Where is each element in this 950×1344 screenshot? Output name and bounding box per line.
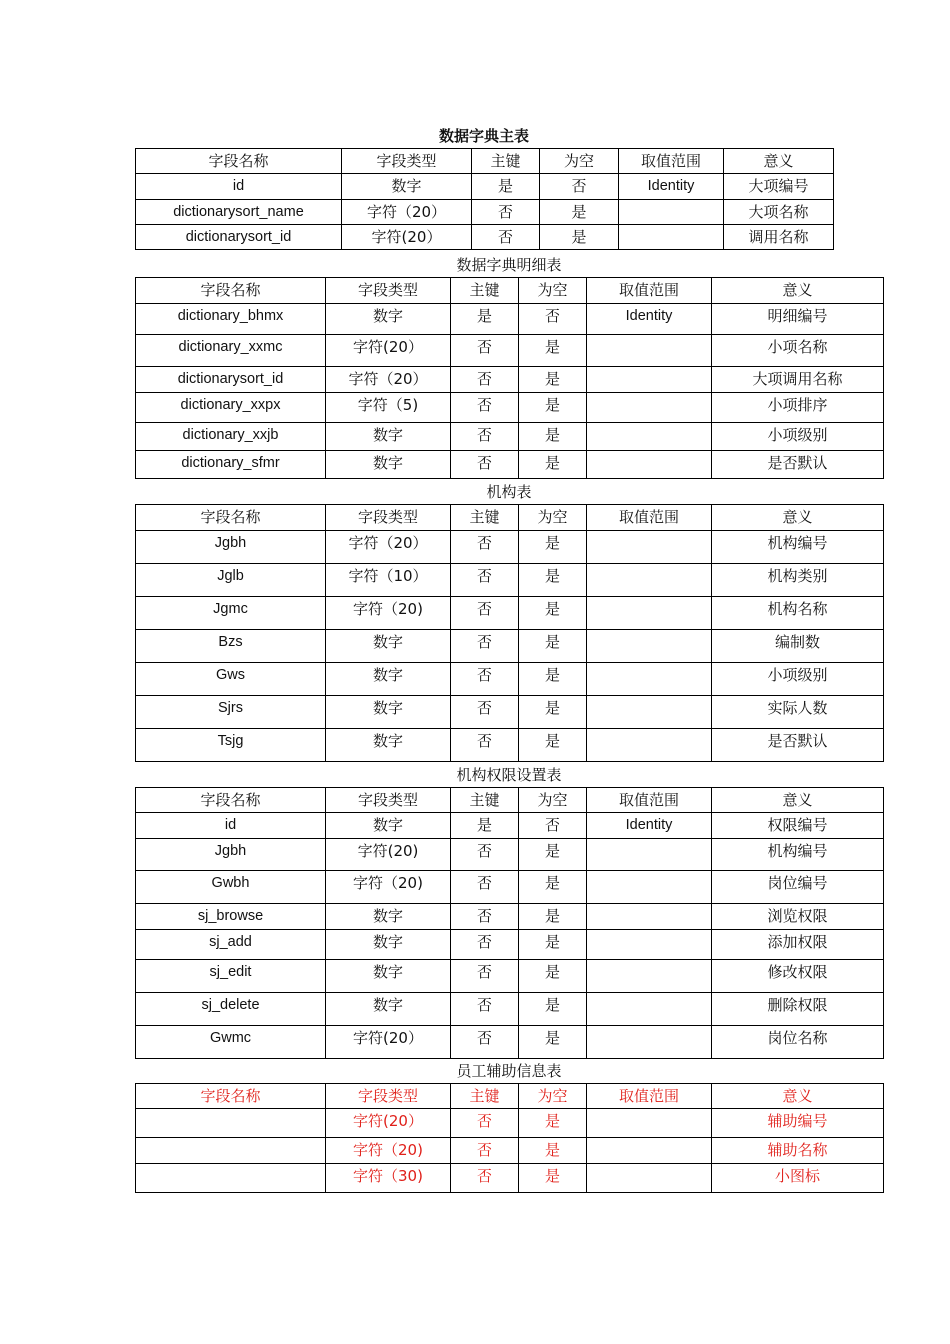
table-cell: dictionarysort_id bbox=[136, 367, 326, 393]
table-cell: 机构编号 bbox=[712, 839, 884, 871]
table-cell: 是 bbox=[519, 564, 587, 597]
table-cell: 字符(20） bbox=[326, 335, 451, 367]
header-cell: 字段类型 bbox=[326, 788, 451, 813]
table-block-5 bbox=[135, 1061, 883, 1193]
table-cell: 小图标 bbox=[712, 1164, 884, 1193]
table-cell: 字符(20） bbox=[326, 1109, 451, 1138]
header-cell: 主键 bbox=[451, 505, 519, 531]
table-row bbox=[136, 200, 834, 225]
table-cell: 是否默认 bbox=[712, 451, 884, 479]
table-cell: 岗位编号 bbox=[712, 871, 884, 904]
table-cell: 编制数 bbox=[712, 630, 884, 663]
header-cell: 为空 bbox=[540, 149, 619, 174]
header-cell: 字段类型 bbox=[342, 149, 472, 174]
header-cell: 字段类型 bbox=[326, 278, 451, 304]
table-cell: 字符(20) bbox=[326, 839, 451, 871]
table-cell: 否 bbox=[451, 1138, 519, 1164]
table-cell: 是 bbox=[519, 904, 587, 930]
table-row bbox=[136, 451, 884, 479]
table-cell: Jgbh bbox=[136, 531, 326, 564]
table-cell bbox=[587, 839, 712, 871]
header-cell: 字段类型 bbox=[326, 1084, 451, 1109]
table-cell: 是 bbox=[519, 630, 587, 663]
table-cell: dictionary_xxmc bbox=[136, 335, 326, 367]
table-cell: 否 bbox=[451, 993, 519, 1026]
table-cell bbox=[619, 200, 724, 225]
table-row bbox=[136, 174, 834, 200]
header-cell: 意义 bbox=[712, 788, 884, 813]
table-row bbox=[136, 630, 884, 663]
header-cell: 字段名称 bbox=[136, 788, 326, 813]
table-cell: 是否默认 bbox=[712, 729, 884, 762]
table-cell bbox=[136, 1164, 326, 1193]
table-row bbox=[136, 871, 884, 904]
header-cell: 字段名称 bbox=[136, 278, 326, 304]
table-block-1 bbox=[135, 126, 833, 250]
header-cell: 为空 bbox=[519, 505, 587, 531]
table-title: 数据字典主表 bbox=[438, 127, 529, 145]
header-cell: 主键 bbox=[451, 788, 519, 813]
table-cell bbox=[587, 729, 712, 762]
header-cell: 主键 bbox=[451, 278, 519, 304]
table-row bbox=[136, 335, 884, 367]
table-cell: 数字 bbox=[326, 993, 451, 1026]
table-cell: 字符（20） bbox=[326, 367, 451, 393]
table-cell: 否 bbox=[451, 423, 519, 451]
table-header-row bbox=[136, 1084, 884, 1109]
table-cell bbox=[587, 1026, 712, 1059]
table-cell: 删除权限 bbox=[712, 993, 884, 1026]
table-cell: id bbox=[136, 174, 342, 200]
table-header-row bbox=[136, 149, 834, 174]
header-cell: 取值范围 bbox=[587, 505, 712, 531]
table-cell bbox=[587, 930, 712, 960]
table-cell: Bzs bbox=[136, 630, 326, 663]
table-cell: 大项名称 bbox=[724, 200, 834, 225]
table-cell: sj_add bbox=[136, 930, 326, 960]
table-cell: 是 bbox=[451, 304, 519, 335]
table-cell: 调用名称 bbox=[724, 225, 834, 250]
table-cell: 是 bbox=[519, 393, 587, 423]
table-cell: 是 bbox=[519, 335, 587, 367]
table-cell: 是 bbox=[519, 839, 587, 871]
table-cell: Gwmc bbox=[136, 1026, 326, 1059]
table-cell: dictionarysort_id bbox=[136, 225, 342, 250]
table-cell: 数字 bbox=[326, 663, 451, 696]
table-header-row bbox=[136, 505, 884, 531]
table-cell: 修改权限 bbox=[712, 960, 884, 993]
table-cell: 否 bbox=[451, 1026, 519, 1059]
table-cell: dictionarysort_name bbox=[136, 200, 342, 225]
header-cell: 取值范围 bbox=[587, 1084, 712, 1109]
table-row bbox=[136, 531, 884, 564]
table-cell: 字符（5) bbox=[326, 393, 451, 423]
table-row bbox=[136, 564, 884, 597]
table-cell: 是 bbox=[519, 930, 587, 960]
table-cell: 是 bbox=[519, 1109, 587, 1138]
table-row bbox=[136, 696, 884, 729]
table-cell: 数字 bbox=[326, 904, 451, 930]
table-cell: 辅助名称 bbox=[712, 1138, 884, 1164]
table-cell: 否 bbox=[451, 839, 519, 871]
table-cell: dictionary_sfmr bbox=[136, 451, 326, 479]
header-cell: 意义 bbox=[724, 149, 834, 174]
table-cell: 否 bbox=[451, 663, 519, 696]
table-cell bbox=[587, 630, 712, 663]
table-cell: 是 bbox=[519, 531, 587, 564]
table-header-row bbox=[136, 788, 884, 813]
table-cell: 数字 bbox=[326, 630, 451, 663]
table-cell: 是 bbox=[519, 451, 587, 479]
table-cell: 数字 bbox=[326, 423, 451, 451]
table-cell: Jgbh bbox=[136, 839, 326, 871]
table-cell: 否 bbox=[451, 696, 519, 729]
table-cell: 字符（20) bbox=[326, 871, 451, 904]
table-cell bbox=[587, 1109, 712, 1138]
table-title: 员工辅助信息表 bbox=[456, 1062, 562, 1080]
table-cell: 数字 bbox=[326, 729, 451, 762]
table-cell: 否 bbox=[451, 367, 519, 393]
header-cell: 意义 bbox=[712, 505, 884, 531]
table-cell: 否 bbox=[451, 393, 519, 423]
table-cell: dictionary_xxjb bbox=[136, 423, 326, 451]
table-cell: 否 bbox=[451, 729, 519, 762]
table-cell: 是 bbox=[451, 813, 519, 839]
header-cell: 主键 bbox=[472, 149, 540, 174]
table-cell: 数字 bbox=[326, 696, 451, 729]
table-row bbox=[136, 1164, 884, 1193]
table-cell: 是 bbox=[519, 1026, 587, 1059]
table-cell: 字符(20） bbox=[342, 225, 472, 250]
table-block-4 bbox=[135, 765, 883, 1059]
table-cell: 机构名称 bbox=[712, 597, 884, 630]
table-cell: 否 bbox=[451, 597, 519, 630]
table-cell: sj_browse bbox=[136, 904, 326, 930]
table-row bbox=[136, 960, 884, 993]
table-cell: 是 bbox=[519, 423, 587, 451]
table-cell: 字符（30) bbox=[326, 1164, 451, 1193]
table-cell: 数字 bbox=[326, 813, 451, 839]
table-cell bbox=[587, 663, 712, 696]
table-cell bbox=[619, 225, 724, 250]
table-cell: 否 bbox=[451, 630, 519, 663]
table-cell: 是 bbox=[519, 960, 587, 993]
table-cell bbox=[587, 904, 712, 930]
table-cell: 是 bbox=[540, 200, 619, 225]
table-row bbox=[136, 393, 884, 423]
table-cell bbox=[587, 335, 712, 367]
header-cell: 意义 bbox=[712, 278, 884, 304]
table-title: 机构权限设置表 bbox=[456, 766, 562, 784]
data-table bbox=[135, 277, 884, 479]
table-cell: 否 bbox=[472, 200, 540, 225]
table-cell: dictionary_xxpx bbox=[136, 393, 326, 423]
table-cell: 大项编号 bbox=[724, 174, 834, 200]
table-row bbox=[136, 904, 884, 930]
table-cell bbox=[587, 871, 712, 904]
table-cell: Identity bbox=[619, 174, 724, 200]
table-row bbox=[136, 1026, 884, 1059]
header-cell: 为空 bbox=[519, 788, 587, 813]
table-cell bbox=[587, 367, 712, 393]
table-cell: 否 bbox=[451, 871, 519, 904]
table-cell: 字符（20） bbox=[342, 200, 472, 225]
table-cell bbox=[587, 960, 712, 993]
table-cell: 机构编号 bbox=[712, 531, 884, 564]
header-cell: 字段名称 bbox=[136, 505, 326, 531]
table-row bbox=[136, 930, 884, 960]
table-cell: 否 bbox=[540, 174, 619, 200]
table-row bbox=[136, 813, 884, 839]
data-table bbox=[135, 148, 834, 250]
table-cell: 数字 bbox=[326, 451, 451, 479]
table-row bbox=[136, 225, 834, 250]
table-cell bbox=[587, 597, 712, 630]
table-cell: 是 bbox=[519, 597, 587, 630]
table-block-3 bbox=[135, 482, 883, 762]
table-cell: dictionary_bhmx bbox=[136, 304, 326, 335]
table-cell: Tsjg bbox=[136, 729, 326, 762]
table-cell: Identity bbox=[587, 304, 712, 335]
table-cell: 否 bbox=[519, 813, 587, 839]
table-cell: 岗位名称 bbox=[712, 1026, 884, 1059]
table-cell: 否 bbox=[451, 930, 519, 960]
table-cell: 否 bbox=[451, 1109, 519, 1138]
table-cell: 数字 bbox=[326, 304, 451, 335]
table-cell: 是 bbox=[519, 696, 587, 729]
data-table bbox=[135, 787, 884, 1059]
header-cell: 取值范围 bbox=[619, 149, 724, 174]
table-cell: id bbox=[136, 813, 326, 839]
table-cell: 机构类别 bbox=[712, 564, 884, 597]
table-cell: 字符（20） bbox=[326, 531, 451, 564]
table-row bbox=[136, 304, 884, 335]
table-row bbox=[136, 367, 884, 393]
table-cell: 是 bbox=[519, 663, 587, 696]
table-cell: 是 bbox=[519, 367, 587, 393]
table-cell bbox=[587, 696, 712, 729]
table-cell: 添加权限 bbox=[712, 930, 884, 960]
table-cell: 是 bbox=[519, 729, 587, 762]
table-cell bbox=[587, 993, 712, 1026]
table-cell: 否 bbox=[451, 564, 519, 597]
table-cell bbox=[136, 1138, 326, 1164]
table-cell: 字符(20） bbox=[326, 1026, 451, 1059]
header-cell: 取值范围 bbox=[587, 278, 712, 304]
table-cell: Jglb bbox=[136, 564, 326, 597]
table-header-row bbox=[136, 278, 884, 304]
header-cell: 字段名称 bbox=[136, 1084, 326, 1109]
table-cell: 是 bbox=[519, 871, 587, 904]
header-cell: 字段名称 bbox=[136, 149, 342, 174]
table-cell: Jgmc bbox=[136, 597, 326, 630]
header-cell: 字段类型 bbox=[326, 505, 451, 531]
table-cell bbox=[587, 531, 712, 564]
table-cell: 否 bbox=[451, 960, 519, 993]
table-cell: 是 bbox=[519, 1164, 587, 1193]
table-cell: 实际人数 bbox=[712, 696, 884, 729]
table-row bbox=[136, 423, 884, 451]
table-cell: 否 bbox=[451, 904, 519, 930]
table-cell bbox=[587, 423, 712, 451]
table-cell: 是 bbox=[540, 225, 619, 250]
table-cell bbox=[587, 1138, 712, 1164]
table-cell bbox=[587, 393, 712, 423]
table-cell: 否 bbox=[519, 304, 587, 335]
table-cell: 权限编号 bbox=[712, 813, 884, 839]
table-cell: 数字 bbox=[342, 174, 472, 200]
table-cell: 浏览权限 bbox=[712, 904, 884, 930]
table-cell: 明细编号 bbox=[712, 304, 884, 335]
table-cell: 字符（10） bbox=[326, 564, 451, 597]
table-row bbox=[136, 1138, 884, 1164]
data-table bbox=[135, 1083, 884, 1193]
table-cell: 否 bbox=[472, 225, 540, 250]
header-cell: 为空 bbox=[519, 278, 587, 304]
table-cell: 大项调用名称 bbox=[712, 367, 884, 393]
table-cell bbox=[587, 1164, 712, 1193]
table-cell: 字符（20) bbox=[326, 597, 451, 630]
table-cell: 小项级别 bbox=[712, 663, 884, 696]
table-title: 机构表 bbox=[486, 483, 532, 501]
table-cell: 辅助编号 bbox=[712, 1109, 884, 1138]
table-row bbox=[136, 729, 884, 762]
table-cell: 字符（20) bbox=[326, 1138, 451, 1164]
table-cell: 否 bbox=[451, 1164, 519, 1193]
table-cell: Identity bbox=[587, 813, 712, 839]
table-cell bbox=[587, 564, 712, 597]
table-cell: 数字 bbox=[326, 930, 451, 960]
header-cell: 意义 bbox=[712, 1084, 884, 1109]
table-cell: 否 bbox=[451, 335, 519, 367]
table-row bbox=[136, 839, 884, 871]
header-cell: 取值范围 bbox=[587, 788, 712, 813]
table-cell: Gws bbox=[136, 663, 326, 696]
table-row bbox=[136, 1109, 884, 1138]
table-cell: sj_edit bbox=[136, 960, 326, 993]
table-block-2 bbox=[135, 255, 883, 479]
table-cell bbox=[136, 1109, 326, 1138]
table-cell bbox=[587, 451, 712, 479]
header-cell: 主键 bbox=[451, 1084, 519, 1109]
table-cell: Gwbh bbox=[136, 871, 326, 904]
table-cell: 数字 bbox=[326, 960, 451, 993]
table-cell: Sjrs bbox=[136, 696, 326, 729]
table-cell: 是 bbox=[519, 993, 587, 1026]
table-cell: sj_delete bbox=[136, 993, 326, 1026]
table-cell: 小项排序 bbox=[712, 393, 884, 423]
table-cell: 否 bbox=[451, 451, 519, 479]
table-row bbox=[136, 993, 884, 1026]
table-cell: 是 bbox=[519, 1138, 587, 1164]
table-cell: 小项级别 bbox=[712, 423, 884, 451]
header-cell: 为空 bbox=[519, 1084, 587, 1109]
table-row bbox=[136, 663, 884, 696]
table-cell: 是 bbox=[472, 174, 540, 200]
table-cell: 否 bbox=[451, 531, 519, 564]
table-row bbox=[136, 597, 884, 630]
data-table bbox=[135, 504, 884, 762]
table-title: 数据字典明细表 bbox=[456, 256, 562, 274]
table-cell: 小项名称 bbox=[712, 335, 884, 367]
